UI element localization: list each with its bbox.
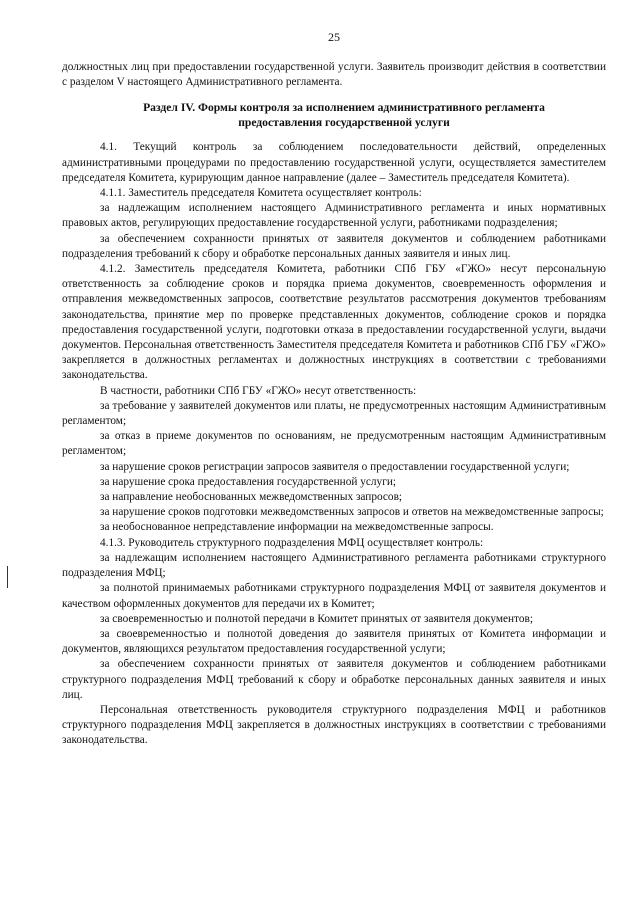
- paragraph: за требование у заявителей документов или платы, не предусмотренных настоящим Административным регламентом;: [62, 399, 606, 428]
- margin-mark: [7, 566, 8, 588]
- paragraph: 4.1.3. Руководитель структурного подразделения МФЦ осуществляет контроль:: [100, 536, 484, 549]
- continued-paragraph: должностных лиц при предоставлении государственной услуги. Заявитель производит действия в соответствии с разделом V настоящего Административного регламента.: [62, 61, 606, 89]
- paragraph: Персональная ответственность руководителя структурного подразделения МФЦ и работников структурного подразделения МФЦ закрепляется в должностных инструкциях в соответствии с требованиями законодательства.: [62, 703, 606, 747]
- section-body: [62, 140, 606, 748]
- section-title: [102, 100, 586, 130]
- paragraph: за своевременностью и полнотой передачи в Комитет принятых от заявителя документов;: [100, 612, 533, 625]
- paragraph: 4.1.1. Заместитель председателя Комитета осуществляет контроль:: [100, 187, 422, 200]
- paragraph: В частности, работники СПб ГБУ «ГЖО» несут ответственность:: [100, 384, 417, 397]
- paragraph: за отказ в приеме документов по основаниям, не предусмотренным настоящим Административным регламентом;: [62, 430, 606, 458]
- paragraph: за нарушение сроков регистрации запросов заявителя о предоставлении государственной услуги;: [100, 460, 570, 473]
- paragraph: за полнотой принимаемых работниками структурного подразделения МФЦ от заявителя документов и качеством оформленных документов для передачи их в Комитет;: [62, 582, 606, 610]
- paragraph: 4.1. Текущий контроль за соблюдением последовательности действий, определенных административными процедурами по предоставлению государственной услуги, осуществляется заместителем председателя Комитета, курирующим данное направление (далее – Заместитель председателя Комитета).: [62, 141, 606, 184]
- paragraph: за обеспечением сохранности принятых от заявителя документов и соблюдением работниками структурного подразделения МФЦ требований к сбору и обработке персональных данных заявителя и иных лиц.: [62, 658, 606, 701]
- paragraph: за надлежащим исполнением настоящего Административного регламента и иных нормативных правовых актов, регулирующих предоставление государственной услуги, работниками подразделения;: [62, 202, 606, 230]
- section-title-line-1: Раздел IV. Формы контроля за исполнением административного регламента: [143, 101, 545, 115]
- paragraph: 4.1.2. Заместитель председателя Комитета, работники СПб ГБУ «ГЖО» несут персональную ответственность за соблюдение сроков и порядка приема документов, своевременность оформления и отправления межведомственных запросов, соответствие результатов рассмотрения документов требованиям законодательства, принятие мер по проверке представленных документов, соблюдение сроков и порядка предоставления государственной услуги, подготовки отказа в предоставлении государственной услуги, выдачи документов. Персональная ответственность Заместителя председателя Комитета и работников СПб ГБУ «ГЖО» закрепляется в должностных регламентах и должностных инструкциях в соответствии с требованиями законодательства.: [62, 263, 606, 382]
- paragraph: за надлежащим исполнением настоящего Административного регламента работниками структурного подразделения МФЦ;: [62, 551, 606, 580]
- paragraph: за нарушение срока предоставления государственной услуги;: [100, 475, 397, 488]
- section-title-line-2: предоставления государственной услуги: [238, 116, 450, 130]
- paragraph: за необоснованное непредставление информации на межведомственные запросы.: [100, 521, 494, 534]
- paragraph: за нарушение сроков подготовки межведомственных запросов и ответов на межведомственные запросы;: [100, 506, 604, 519]
- paragraph: за своевременностью и полнотой доведения до заявителя принятых от Комитета информации и документов, являющихся результатом предоставления государственной услуги;: [62, 627, 606, 656]
- page-number: 25: [328, 30, 340, 44]
- paragraph: за обеспечением сохранности принятых от заявителя документов и соблюдением работниками подразделения требований к сбору и обработке персональных данных заявителя и иных лиц.: [62, 232, 606, 260]
- paragraph: за направление необоснованных межведомственных запросов;: [100, 491, 403, 504]
